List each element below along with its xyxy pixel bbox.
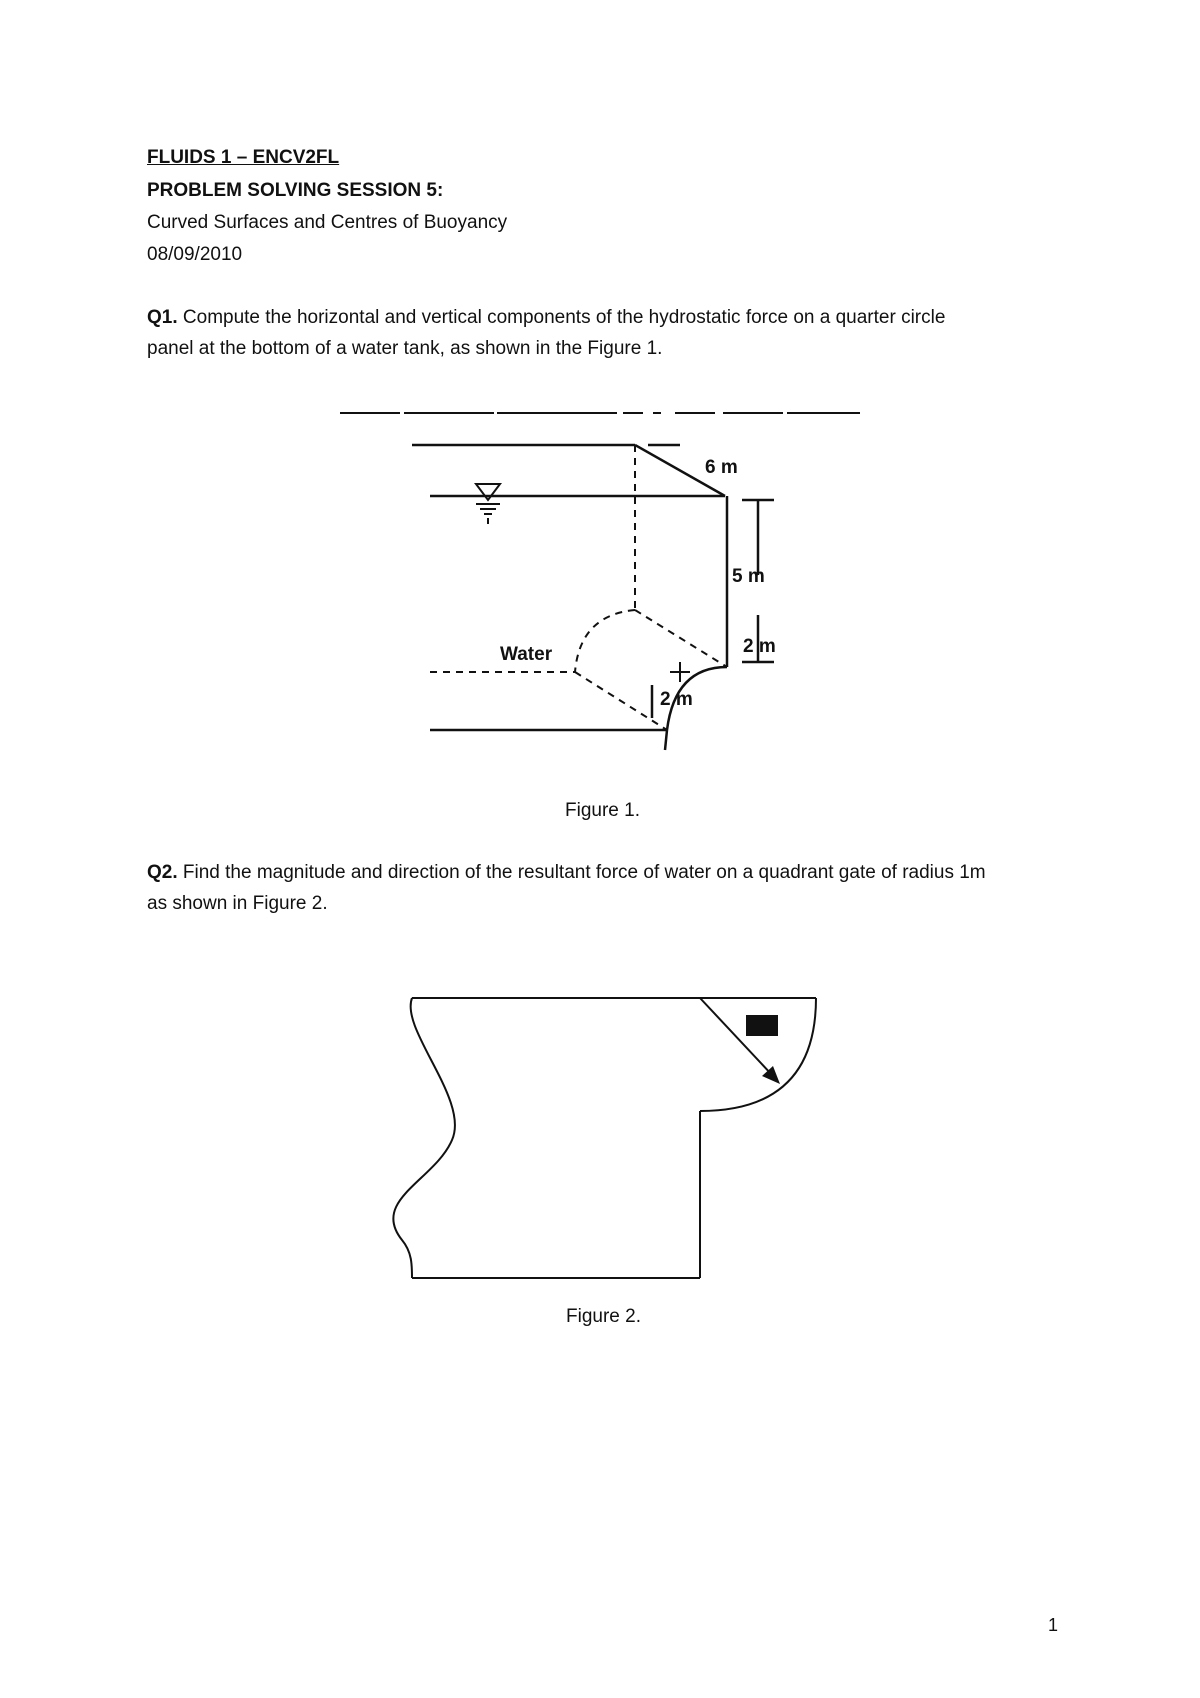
label-radius-horizontal: 2 m xyxy=(660,689,693,710)
course-title: FLUIDS 1 – ENCV2FL xyxy=(147,147,340,168)
question-1-line-2: panel at the bottom of a water tank, as shown in the Figure 1. xyxy=(147,338,663,359)
page-number: 1 xyxy=(1048,1615,1059,1635)
document-date: 08/09/2010 xyxy=(147,244,243,265)
figure-2-quadrant-gate-diagram xyxy=(380,990,830,1300)
question-2-label: Q2. xyxy=(147,862,178,883)
question-1-line-1 xyxy=(147,303,945,333)
question-2-line-1 xyxy=(147,858,986,888)
label-width: 6 m xyxy=(705,457,738,478)
figure-2-caption: Figure 2. xyxy=(566,1306,641,1327)
session-title: PROBLEM SOLVING SESSION 5: xyxy=(147,180,444,201)
topic-title: Curved Surfaces and Centres of Buoyancy xyxy=(147,212,508,233)
figure-1-caption: Figure 1. xyxy=(565,800,640,821)
arrow-head xyxy=(762,1066,780,1084)
question-2-text-a: Find the magnitude and direction of the resultant force of water on a quadrant gate of radius 1m xyxy=(177,862,986,883)
label-water: Water xyxy=(500,644,553,665)
label-radius-vertical: 2 m xyxy=(743,636,776,657)
water-surface-symbol xyxy=(476,484,500,524)
question-1-label: Q1. xyxy=(147,307,178,328)
question-1-text-a: Compute the horizontal and vertical components of the hydrostatic force on a quarter circle xyxy=(177,307,946,328)
center-cross-mark xyxy=(670,662,690,682)
hinge-block xyxy=(746,1015,778,1036)
figure-1-tank-diagram xyxy=(330,400,870,790)
label-depth: 5 m xyxy=(732,566,765,587)
question-2-line-2: as shown in Figure 2. xyxy=(147,893,328,914)
